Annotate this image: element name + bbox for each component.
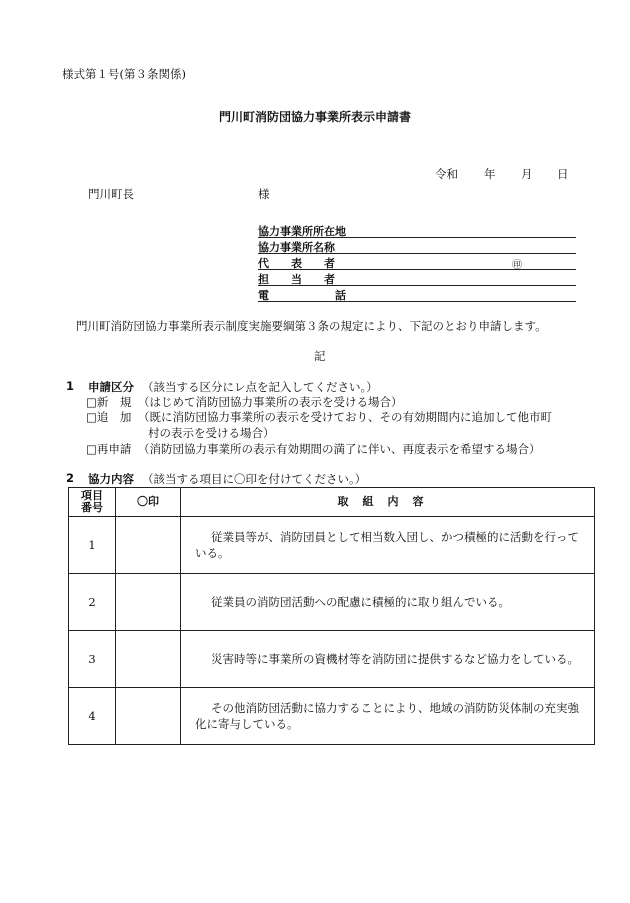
name-field[interactable] [258,239,576,254]
date-year: 年 [484,167,496,181]
representative-label: 代表者 [258,257,357,270]
phone-field[interactable] [258,287,576,302]
row-number: 2 [69,574,116,631]
section2-number: 2 [66,471,75,485]
date-month: 月 [521,167,533,181]
table-row [69,517,595,574]
form-id: 様式第１号(第３条関係) [62,67,186,81]
option-new-label: 新 規 [96,395,132,409]
table-row [69,574,595,631]
cooperation-table [68,487,595,745]
row-content-text: その他消防団活動に協力することにより、地域の消防防災体制の充実強 [211,701,579,715]
page-title: 門川町消防団協力事業所表示申請書 [218,110,411,124]
checkbox-new[interactable]: □ [86,395,97,409]
row-content [181,574,595,631]
addressee-honorific: 様 [258,187,270,201]
intro-text: 門川町消防団協力事業所表示制度実施要綱第３条の規定により、下記のとおり申請します。 [76,319,547,333]
section1-number: 1 [66,379,75,393]
option-reapply-desc: （消防団協力事業所の表示有効期間の満了に伴い、再度表示を希望する場合） [138,442,541,456]
option-add-desc: （既に消防団協力事業所の表示を受けており、その有効期間内に追加して他市町 [138,410,552,424]
ki-mark: 記 [314,349,326,363]
seal-mark: ㊞ [512,260,522,271]
row-content-text-cont: 化に寄与している。 [195,717,299,731]
section2-heading: 協力内容 [88,472,134,486]
row-content [181,517,595,574]
address-label: 協力事業所所在地 [258,225,346,238]
header-item-line1: 項目 [81,489,103,502]
section1-heading: 申請区分 [88,380,134,394]
section2-note: （該当する項目に〇印を付けてください。） [142,472,367,486]
table-header-row [69,488,595,517]
contact-label: 担当者 [258,273,357,286]
row-content-text: 従業員等が、消防団員として相当数入団し、かつ積極的に活動を行っている。 [195,530,579,560]
option-add-label: 追 加 [96,410,132,424]
row-number: 4 [69,688,116,745]
option-new-desc: （はじめて消防団協力事業所の表示を受ける場合） [138,395,403,409]
representative-field[interactable] [258,255,576,270]
name-label: 協力事業所名称 [258,241,335,254]
checkbox-reapply[interactable]: □ [86,442,97,456]
row-content [181,631,595,688]
header-item-number [69,488,116,517]
row-number: 3 [69,631,116,688]
header-mark: 〇印 [116,488,181,517]
phone-label: 電話 [258,289,412,302]
checkbox-add[interactable]: □ [86,410,97,424]
row-mark-cell[interactable] [116,631,181,688]
header-item-line2: 番号 [81,501,103,514]
header-content: 取組内容 [181,488,595,517]
row-content-text: 災害時等に事業所の資機材等を消防団に提供するなど協力をしている。 [211,652,579,666]
option-add-desc-cont: 村の表示を受ける場合） [148,426,275,440]
address-field[interactable] [258,223,576,238]
contact-field[interactable] [258,271,576,286]
option-add[interactable] [86,409,131,425]
row-number: 1 [69,517,116,574]
table-row [69,631,595,688]
row-content [181,688,595,745]
option-reapply-label: 再申請 [96,442,132,456]
option-new[interactable] [86,394,131,410]
row-mark-cell[interactable] [116,517,181,574]
row-mark-cell[interactable] [116,688,181,745]
date-day: 日 [557,167,569,181]
section1-note: （該当する区分にレ点を記入してください。） [142,380,378,394]
row-content-text: 従業員の消防団活動への配慮に積極的に取り組んでいる。 [211,595,510,609]
date-era: 令和 [435,167,458,181]
row-mark-cell[interactable] [116,574,181,631]
table-row [69,688,595,745]
addressee-name: 門川町長 [88,187,134,201]
option-reapply[interactable] [86,441,131,457]
